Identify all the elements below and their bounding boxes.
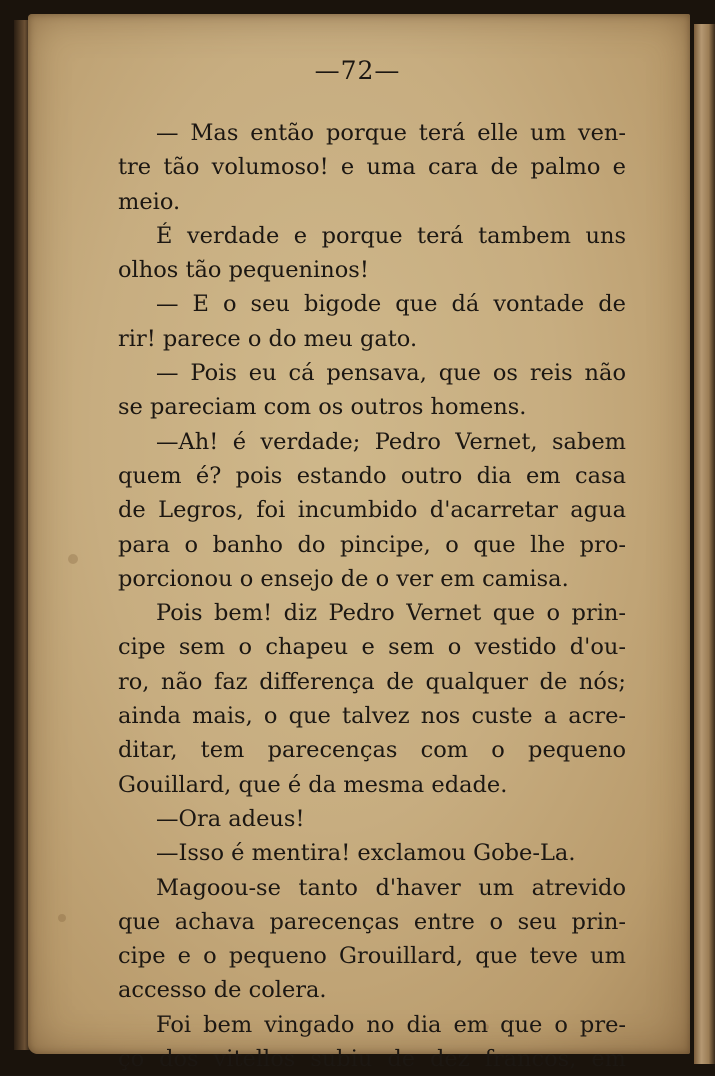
text-line: olhos tão pequeninos! [118, 257, 369, 284]
text-line: rir! parece o do meu gato. [118, 325, 418, 352]
text-line: Pois bem! diz Pedro Vernet que o prin- [156, 600, 626, 627]
text-line: se pareciam com os outros homens. [118, 394, 527, 421]
text-line: porcionou o ensejo de o ver em camisa. [118, 565, 569, 592]
text-line: para o banho do pincipe, o que lhe pro- [118, 531, 626, 558]
paper-stain [68, 554, 78, 564]
text-line: — E o seu bigode que dá vontade de [156, 291, 626, 318]
text-line: cipe sem o chapeu e sem o vestido d'ou- [118, 634, 626, 661]
text-line: Foi bem vingado no dia em que o pre- [156, 1011, 626, 1038]
text-line: — Mas então porque terá elle um ven- [156, 120, 626, 146]
text-line: É verdade e porque terá tambem uns [156, 222, 626, 249]
text-line: de Legros, foi incumbido d'acarretar agua [118, 497, 626, 524]
text-line: tre tão volumoso! e uma cara de palmo e [118, 154, 626, 181]
text-line: — Pois eu cá pensava, que os reis não [156, 360, 626, 387]
text-line: quem é? pois estando outro dia em casa [118, 462, 626, 489]
paper-stain [58, 914, 66, 922]
page-edge [694, 24, 715, 1064]
text-line: ro, não faz differença de qualquer de nós; [118, 668, 626, 695]
text-line: accesso de colera. [118, 977, 327, 1004]
page-body [118, 116, 626, 1076]
text-line: que achava parecenças entre o seu prin- [118, 908, 626, 935]
text-line: ço dos vitellos subiu de dez francos, em [118, 1046, 626, 1073]
text-line: ainda mais, o que talvez nos custe a acre- [118, 703, 626, 730]
text-line: Magoou-se tanto d'haver um atrevido [156, 874, 626, 901]
text-line: —Ah! é verdade; Pedro Vernet, sabem [156, 428, 626, 455]
text-line: meio. [118, 188, 181, 215]
text-line: —Ora adeus! [156, 805, 305, 832]
text-line: ditar, tem parecenças com o pequeno [118, 737, 626, 764]
page-number: —72— [314, 56, 401, 85]
text-line: cipe e o pequeno Grouillard, que teve um [118, 943, 626, 970]
text-line: —Isso é mentira! exclamou Gobe-La. [156, 840, 576, 867]
text-line: Gouillard, que é da mesma edade. [118, 771, 508, 798]
